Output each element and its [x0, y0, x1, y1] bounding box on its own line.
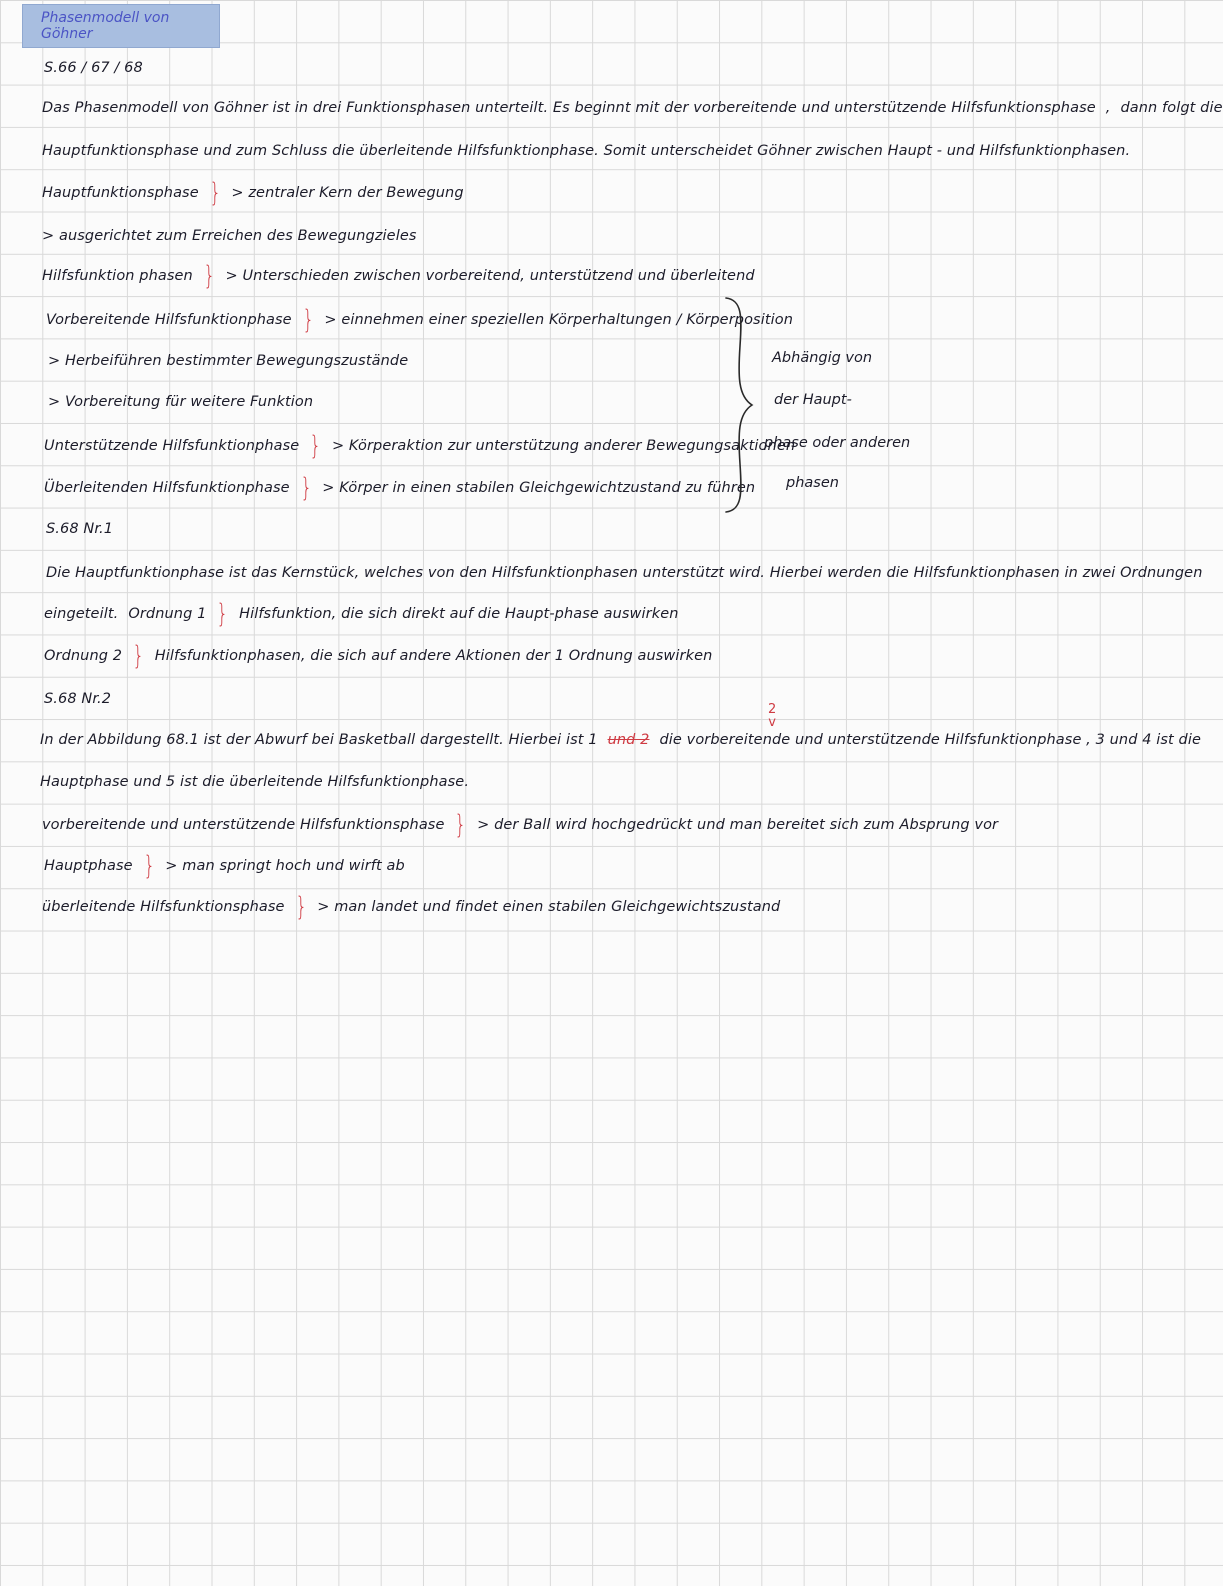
ordnung-1-text: Hilfsfunktion, die sich direkt auf die Haupt-phase auswirken	[239, 606, 679, 622]
task-2-line-2: Hauptphase und 5 ist die überleitende Hilfsfunktionphase.	[40, 774, 470, 790]
side-note-line-3: phase oder anderen	[764, 435, 911, 451]
task-1-line-3	[44, 641, 713, 671]
ordnung-2-label: Ordnung 2	[44, 648, 123, 664]
title-highlight	[22, 4, 220, 48]
haupt-detail: > ausgerichtet zum Erreichen des Bewegungzieles	[42, 228, 417, 244]
curly-brace-icon: }	[143, 851, 155, 881]
task-1-line-1: Die Hauptfunktionphase ist das Kernstück, welches von den Hilfsfunktionphasen unterstützt wird. Hierbei werden die Hilfsfunktionphasen in zwei Ordnungen	[46, 565, 1203, 581]
page-reference: S.66 / 67 / 68	[44, 60, 143, 76]
vorb-label: vorbereitende und unterstützende Hilfsfunktionsphase	[42, 817, 445, 833]
haupt-definition	[42, 178, 464, 208]
haupt-label: Hauptfunktionsphase	[42, 185, 199, 201]
vorbereitend-detail-2: > Vorbereitung für weitere Funktion	[48, 394, 314, 410]
curly-brace-icon: }	[209, 178, 221, 208]
task-1-line-2: eingeteilt. Ordnung 1 } Hilfsfunktion, die sich direkt auf die Haupt-phase auswirken	[44, 599, 679, 629]
curly-brace-icon: }	[300, 473, 312, 503]
side-note-line-4: phasen	[786, 475, 839, 491]
vorbereitend-text: > einnehmen einer speziellen Körperhaltungen / Körperposition	[324, 312, 793, 328]
curly-brace-icon: }	[302, 305, 314, 335]
curly-brace-icon: }	[295, 892, 307, 922]
ueberleitend-text: > Körper in einen stabilen Gleichgewichtzustand zu führen	[322, 480, 756, 496]
ueber-text: > man landet und findet einen stabilen Gleichgewichtszustand	[317, 899, 781, 915]
task-2-vorbereitend	[42, 810, 999, 840]
task-2-line-1: In der Abbildung 68.1 ist der Abwurf bei Basketball dargestellt. Hierbei ist 1 und 2 die vorbereitende und unterstützende Hilfsfunktionphase , 3 und 4 ist die	[40, 729, 1201, 751]
hilfs-label: Hilfsfunktion phasen	[42, 268, 193, 284]
task-2-hauptphase	[44, 851, 405, 881]
page-title: Phasenmodell von Göhner	[41, 10, 170, 42]
ueberleitend-label: Überleitenden Hilfsfunktionphase	[44, 480, 290, 496]
vorbereitend-detail-1: > Herbeiführen bestimmter Bewegungszustände	[48, 353, 409, 369]
unterstuetzend-text: > Körperaktion zur unterstützung anderer Bewegungsaktionen	[331, 438, 796, 454]
insertion-mark: 2 v	[768, 702, 777, 730]
struck-text: und 2	[607, 732, 650, 748]
ordnung-2-text: Hilfsfunktionphasen, die sich auf andere Aktionen der 1 Ordnung auswirken	[154, 648, 713, 664]
vorb-text: > der Ball wird hochgedrückt und man bereitet sich zum Absprung vor	[477, 817, 999, 833]
curly-brace-icon: }	[309, 431, 322, 461]
ordnung-1-label: Ordnung 1	[128, 606, 207, 622]
task-2-reference: S.68 Nr.2	[44, 691, 112, 707]
hauptphase-label: Hauptphase	[44, 858, 133, 874]
side-note-line-1: Abhängig von	[772, 350, 873, 366]
task-2-ueberleitend	[42, 892, 781, 922]
ueber-label: überleitende Hilfsfunktionsphase	[42, 899, 285, 915]
hilfs-definition	[42, 261, 755, 291]
curly-brace-icon: }	[132, 641, 145, 671]
haupt-text: > zentraler Kern der Bewegung	[231, 185, 464, 201]
curly-brace-icon: }	[216, 599, 229, 629]
hauptphase-text: > man springt hoch und wirft ab	[165, 858, 405, 874]
vorbereitend-label: Vorbereitende Hilfsfunktionphase	[46, 312, 292, 328]
ueberleitend-definition	[44, 473, 756, 503]
curly-brace-icon: }	[203, 261, 216, 291]
hilfs-text: > Unterschieden zwischen vorbereitend, unterstützend und überleitend	[225, 268, 755, 284]
unterstuetzend-definition	[44, 431, 796, 461]
curly-brace-icon: }	[454, 810, 467, 840]
task-1-reference: S.68 Nr.1	[46, 521, 114, 537]
intro-line-2: Hauptfunktionsphase und zum Schluss die überleitende Hilfsfunktionphase. Somit unterscheidet Göhner zwischen Haupt - und Hilfsfunktionphasen.	[42, 143, 1131, 159]
intro-line-1: Das Phasenmodell von Göhner ist in drei Funktionsphasen unterteilt. Es beginnt mit der vorbereitende und unterstützende Hilfsfunktionsphase , dann folgt die	[42, 100, 1223, 116]
vorbereitend-definition	[46, 305, 793, 335]
unterstuetzend-label: Unterstützende Hilfsfunktionphase	[44, 438, 300, 454]
side-note-line-2: der Haupt-	[774, 392, 852, 408]
large-brace-icon	[720, 296, 760, 514]
